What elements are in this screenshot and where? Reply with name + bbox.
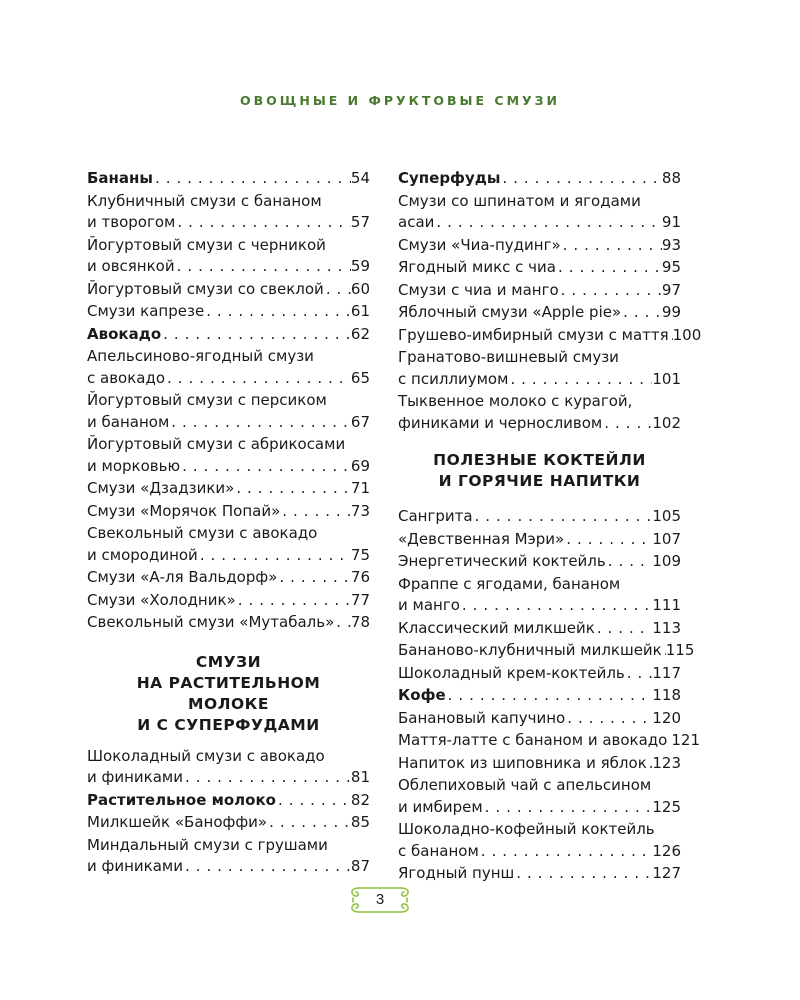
toc-entry-leader-line bbox=[87, 324, 370, 346]
toc-chapter-entry bbox=[87, 790, 370, 812]
toc-entry-page: 77 bbox=[350, 590, 370, 609]
toc-entry bbox=[398, 302, 681, 324]
toc-entry-title: Растительное молоко bbox=[87, 790, 276, 809]
toc-entry-leader-line bbox=[398, 863, 681, 885]
toc-entry-title: с псиллиумом bbox=[398, 369, 509, 388]
toc-entry bbox=[398, 347, 681, 390]
dot-leader bbox=[183, 767, 351, 789]
toc-entry-title-line: Йогуртовый смузи с черникой bbox=[87, 235, 326, 254]
toc-entry bbox=[398, 775, 681, 818]
toc-entry bbox=[398, 191, 681, 234]
toc-list bbox=[398, 506, 700, 885]
toc-entry-title: Банановый капучино bbox=[398, 708, 566, 727]
toc-entry-title: и творогом bbox=[87, 213, 176, 231]
dot-leader bbox=[508, 369, 652, 391]
toc-chapter-entry bbox=[398, 168, 681, 190]
toc-entry-title-line: Тыквенное молоко с курагой, bbox=[398, 392, 633, 410]
dot-leader bbox=[175, 212, 351, 234]
dot-leader bbox=[153, 168, 351, 190]
toc-entry bbox=[398, 391, 681, 434]
toc-entry bbox=[87, 279, 370, 301]
toc-column-left bbox=[87, 168, 370, 879]
toc-entry bbox=[87, 478, 370, 500]
dot-leader bbox=[277, 567, 351, 589]
section-heading bbox=[87, 652, 370, 736]
toc-entry-leader-line bbox=[398, 797, 681, 819]
toc-entry-leader-line bbox=[87, 545, 370, 567]
toc-entry-leader-line bbox=[398, 302, 681, 324]
toc-entry-page: 71 bbox=[350, 479, 370, 497]
toc-column-right bbox=[398, 168, 702, 886]
toc-entry-page: 54 bbox=[350, 169, 370, 187]
toc-entry-title: Смузи «А-ля Вальдорф» bbox=[87, 568, 278, 586]
toc-entry-page: 117 bbox=[652, 663, 681, 682]
toc-entry-title: Авокадо bbox=[87, 324, 162, 343]
toc-entry-page: 95 bbox=[661, 258, 681, 276]
toc-entry-title: и смородиной bbox=[87, 545, 198, 564]
toc-entry-leader-line bbox=[398, 235, 681, 257]
toc-chapter-entry bbox=[87, 324, 370, 346]
toc-entry bbox=[87, 612, 370, 634]
toc-entry-title: и финиками bbox=[87, 857, 183, 875]
dot-leader bbox=[169, 412, 351, 434]
section-heading-line: НА РАСТИТЕЛЬНОМ bbox=[136, 673, 321, 692]
dot-leader bbox=[198, 545, 351, 567]
toc-entry-leader-line bbox=[398, 212, 681, 234]
toc-entry-page: 101 bbox=[652, 369, 681, 388]
dot-leader bbox=[625, 663, 653, 685]
toc-entry-title-line: Смузи со шпинатом и ягодами bbox=[398, 191, 641, 210]
toc-entry-page: 100 bbox=[672, 325, 702, 344]
toc-entry-title-line: Йогуртовый смузи с абрикосами bbox=[87, 435, 346, 453]
toc-entry-title: Яблочный смузи «Apple pie» bbox=[398, 303, 622, 321]
toc-entry-leader-line bbox=[398, 551, 681, 573]
toc-entry-page: 75 bbox=[350, 545, 370, 564]
toc-list bbox=[87, 168, 370, 634]
toc-entry-title-line: Клубничный смузи с бананом bbox=[87, 191, 322, 210]
toc-entry-title: Кофе bbox=[398, 686, 446, 704]
toc-entry bbox=[398, 280, 681, 302]
dot-leader bbox=[514, 863, 652, 885]
toc-entry bbox=[398, 863, 681, 885]
toc-entry-title: Маття-латте с бананом и авокадо bbox=[398, 731, 668, 749]
toc-entry bbox=[398, 819, 681, 862]
toc-entry bbox=[87, 235, 370, 278]
toc-entry-page: 69 bbox=[350, 456, 370, 475]
toc-entry-leader-line bbox=[398, 529, 681, 551]
dot-leader bbox=[267, 812, 351, 834]
toc-entry-leader-line bbox=[398, 413, 681, 435]
toc-entry-title: и бананом bbox=[87, 412, 170, 431]
toc-entry-page: 82 bbox=[350, 790, 370, 809]
toc-entry-title: Сангрита bbox=[398, 507, 473, 525]
dot-leader bbox=[483, 797, 653, 819]
toc-entry bbox=[87, 390, 370, 433]
toc-entry-page: 81 bbox=[350, 768, 370, 786]
dot-leader bbox=[621, 302, 662, 324]
toc-entry-page: 59 bbox=[350, 257, 370, 275]
toc-entry-page: 109 bbox=[652, 552, 681, 570]
toc-entry-leader-line bbox=[398, 168, 681, 190]
toc-entry-leader-line bbox=[398, 685, 681, 707]
toc-entry-page: 120 bbox=[652, 708, 681, 727]
dot-leader bbox=[460, 595, 652, 617]
toc-entry-page: 125 bbox=[652, 797, 681, 816]
toc-entry-title: Грушево-имбирный смузи с маття bbox=[398, 325, 669, 344]
toc-entry-leader-line bbox=[87, 212, 370, 234]
toc-entry-page: 102 bbox=[652, 413, 681, 432]
toc-entry-title: Шоколадный крем-коктейль bbox=[398, 663, 625, 682]
toc-entry-page: 78 bbox=[350, 613, 370, 631]
toc-entry-title-line: Свекольный смузи с авокадо bbox=[87, 524, 318, 542]
toc-entry-page: 126 bbox=[652, 841, 681, 860]
toc-entry-leader-line bbox=[87, 501, 370, 523]
section-heading-line: СМУЗИ bbox=[195, 652, 262, 671]
toc-entry-leader-line bbox=[398, 506, 681, 528]
toc-chapter-entry bbox=[398, 685, 681, 707]
section-heading-line: И ГОРЯЧИЕ НАПИТКИ bbox=[438, 472, 641, 490]
toc-list bbox=[87, 746, 370, 878]
toc-entry bbox=[398, 506, 681, 528]
toc-entry-page: 73 bbox=[350, 501, 370, 520]
toc-entry-title-line: Шоколадно-кофейный коктейль bbox=[398, 820, 655, 838]
dot-leader bbox=[204, 301, 351, 323]
dot-leader bbox=[565, 708, 652, 730]
dot-leader bbox=[559, 280, 662, 302]
toc-entry-page: 65 bbox=[350, 368, 370, 387]
toc-entry-title-line: Миндальный смузи с грушами bbox=[87, 835, 328, 854]
section-heading bbox=[398, 450, 681, 492]
toc-entry-page: 91 bbox=[661, 213, 681, 231]
toc-entry-title-line: Апельсиново-ягодный смузи bbox=[87, 347, 314, 365]
toc-entry-leader-line bbox=[87, 256, 370, 278]
toc-entry bbox=[398, 529, 681, 551]
toc-entry-page: 97 bbox=[661, 280, 681, 299]
toc-entry-title: «Девственная Мэри» bbox=[398, 529, 565, 548]
toc-entry-title: Классический милкшейк bbox=[398, 618, 595, 637]
toc-entry bbox=[87, 567, 370, 589]
toc-entry-title: Милкшейк «Баноффи» bbox=[87, 813, 268, 831]
toc-entry-page: 99 bbox=[661, 303, 681, 321]
toc-entry-title: и морковью bbox=[87, 456, 181, 475]
toc-entry-leader-line bbox=[398, 257, 681, 279]
toc-entry-title: асаи bbox=[398, 213, 435, 231]
toc-entry-leader-line bbox=[87, 856, 370, 878]
toc-entry-title: и финиками bbox=[87, 768, 183, 786]
toc-entry-leader-line bbox=[398, 841, 681, 863]
toc-entry bbox=[87, 590, 370, 612]
toc-entry-title: с авокадо bbox=[87, 368, 166, 387]
toc-entry bbox=[398, 753, 681, 775]
toc-entry-page: 105 bbox=[652, 507, 681, 525]
toc-entry-page: 123 bbox=[652, 753, 681, 772]
dot-leader bbox=[334, 612, 351, 634]
toc-entry-title: и овсянкой bbox=[87, 257, 175, 275]
toc-entry-leader-line bbox=[87, 812, 370, 834]
toc-entry-page: 121 bbox=[671, 731, 700, 749]
toc-entry-title: Смузи капрезе bbox=[87, 302, 205, 320]
toc-entry-title: и манго bbox=[398, 596, 460, 614]
toc-entry-page: 113 bbox=[652, 618, 681, 637]
toc-entry-page: 88 bbox=[661, 169, 681, 187]
toc-entry bbox=[87, 434, 370, 477]
toc-entry bbox=[87, 301, 370, 323]
toc-entry-leader-line bbox=[87, 612, 370, 634]
toc-entry bbox=[398, 618, 681, 640]
toc-entry-page: 111 bbox=[652, 596, 681, 614]
toc-entry-page: 107 bbox=[652, 529, 681, 548]
dot-leader bbox=[561, 235, 662, 257]
toc-entry-leader-line bbox=[398, 708, 681, 730]
dot-leader bbox=[276, 790, 351, 812]
toc-entry-title: Йогуртовый смузи со свеклой bbox=[87, 279, 324, 298]
toc-entry-leader-line bbox=[398, 753, 681, 775]
toc-entry-page: 67 bbox=[350, 412, 370, 431]
toc-entry-leader-line bbox=[87, 590, 370, 612]
toc-entry-leader-line bbox=[87, 456, 370, 478]
dot-leader bbox=[473, 506, 653, 528]
toc-entry-leader-line bbox=[398, 730, 700, 752]
toc-entry-title: Ягодный микс с чиа bbox=[398, 258, 556, 276]
toc-entry bbox=[398, 640, 695, 662]
section-heading-line: И С СУПЕРФУДАМИ bbox=[137, 715, 320, 734]
toc-entry-leader-line bbox=[398, 325, 702, 347]
dot-leader bbox=[500, 168, 662, 190]
dot-leader bbox=[180, 456, 351, 478]
toc-entry-leader-line bbox=[87, 412, 370, 434]
toc-entry-title: Бананы bbox=[87, 169, 153, 187]
toc-entry-leader-line bbox=[398, 618, 681, 640]
section-heading-line: ПОЛЕЗНЫЕ КОКТЕЙЛИ bbox=[433, 451, 646, 469]
toc-entry-page: 76 bbox=[350, 568, 370, 586]
toc-entry-title: и имбирем bbox=[398, 797, 483, 816]
toc-entry-leader-line bbox=[398, 280, 681, 302]
toc-entry-page: 57 bbox=[350, 213, 370, 231]
toc-entry bbox=[398, 257, 681, 279]
toc-entry bbox=[398, 730, 700, 752]
toc-entry-title-line: Фраппе с ягодами, бананом bbox=[398, 574, 621, 593]
toc-entry bbox=[87, 501, 370, 523]
toc-entry-leader-line bbox=[398, 663, 681, 685]
toc-entry-title-line: Гранатово-вишневый смузи bbox=[398, 348, 619, 366]
toc-entry-title-line: Облепиховый чай с апельсином bbox=[398, 776, 652, 794]
toc-entry-leader-line bbox=[398, 640, 695, 662]
toc-entry-leader-line bbox=[87, 301, 370, 323]
toc-entry-leader-line bbox=[87, 767, 370, 789]
toc-entry-page: 118 bbox=[652, 686, 681, 704]
dot-leader bbox=[280, 501, 351, 523]
dot-leader bbox=[183, 856, 351, 878]
toc-entry bbox=[87, 746, 370, 789]
toc-entry-title: Напиток из шиповника и яблок bbox=[398, 753, 647, 772]
page-number-badge bbox=[347, 884, 413, 916]
toc-entry-page: 115 bbox=[665, 641, 695, 659]
toc-entry bbox=[87, 812, 370, 834]
dot-leader bbox=[234, 478, 351, 500]
toc-entry-leader-line bbox=[87, 168, 370, 190]
toc-entry-title-line: Шоколадный смузи с авокадо bbox=[87, 746, 325, 765]
toc-entry-page: 87 bbox=[350, 857, 370, 875]
toc-entry-page: 60 bbox=[350, 279, 370, 298]
toc-entry bbox=[398, 235, 681, 257]
toc-entry-page: 127 bbox=[652, 864, 681, 882]
toc-entry-leader-line bbox=[87, 790, 370, 812]
toc-entry bbox=[398, 551, 681, 573]
toc-entry bbox=[87, 191, 370, 234]
dot-leader bbox=[446, 685, 653, 707]
dot-leader bbox=[434, 212, 662, 234]
toc-entry-title: Суперфуды bbox=[398, 169, 501, 187]
toc-entry-page: 62 bbox=[350, 324, 370, 343]
dot-leader bbox=[175, 256, 351, 278]
toc-entry-leader-line bbox=[87, 478, 370, 500]
toc-entry-title: Смузи «Морячок Попай» bbox=[87, 501, 281, 520]
dot-leader bbox=[236, 590, 351, 612]
dot-leader bbox=[161, 324, 351, 346]
toc-chapter-entry bbox=[87, 168, 370, 190]
dot-leader bbox=[556, 257, 662, 279]
toc-entry-leader-line bbox=[87, 279, 370, 301]
toc-entry-title: с бананом bbox=[398, 841, 479, 860]
toc-list bbox=[398, 168, 702, 434]
toc-entry-title: Смузи «Чиа-пудинг» bbox=[398, 235, 561, 254]
toc-entry-page: 61 bbox=[350, 302, 370, 320]
dot-leader bbox=[479, 841, 653, 863]
dot-leader bbox=[324, 279, 351, 301]
toc-entry-leader-line bbox=[87, 567, 370, 589]
toc-entry bbox=[87, 835, 370, 878]
toc-entry-title: Смузи «Дзадзики» bbox=[87, 479, 235, 497]
toc-entry bbox=[87, 346, 370, 389]
toc-entry bbox=[398, 663, 681, 685]
toc-entry bbox=[398, 574, 681, 617]
dot-leader bbox=[564, 529, 652, 551]
toc-entry-title: Энергетический коктейль bbox=[398, 552, 606, 570]
page-number: 3 bbox=[375, 891, 385, 908]
toc-entry-title: Бананово-клубничный милкшейк bbox=[398, 641, 662, 659]
section-heading-line: МОЛОКЕ bbox=[188, 694, 269, 713]
toc-entry-title: Смузи с чиа и манго bbox=[398, 280, 559, 299]
dot-leader bbox=[606, 551, 653, 573]
toc-entry bbox=[398, 708, 681, 730]
dot-leader bbox=[165, 368, 351, 390]
toc-entry-leader-line bbox=[398, 595, 681, 617]
toc-entry-page: 93 bbox=[661, 235, 681, 254]
toc-entry-leader-line bbox=[398, 369, 681, 391]
toc-entry-title: Смузи «Холодник» bbox=[87, 590, 236, 609]
dot-leader bbox=[595, 618, 653, 640]
toc-entry-leader-line bbox=[87, 368, 370, 390]
toc-entry-title-line: Йогуртовый смузи с персиком bbox=[87, 391, 327, 409]
toc-entry-page: 85 bbox=[350, 813, 370, 831]
toc-entry-title: финиками и черносливом bbox=[398, 413, 603, 432]
toc-entry bbox=[87, 523, 370, 566]
toc-entry-title: Свекольный смузи «Мутабаль» bbox=[87, 613, 335, 631]
toc-entry bbox=[398, 325, 702, 347]
running-header: ОВОЩНЫЕ И ФРУКТОВЫЕ СМУЗИ bbox=[240, 93, 560, 108]
dot-leader bbox=[602, 413, 652, 435]
toc-entry-title: Ягодный пунш bbox=[398, 864, 515, 882]
